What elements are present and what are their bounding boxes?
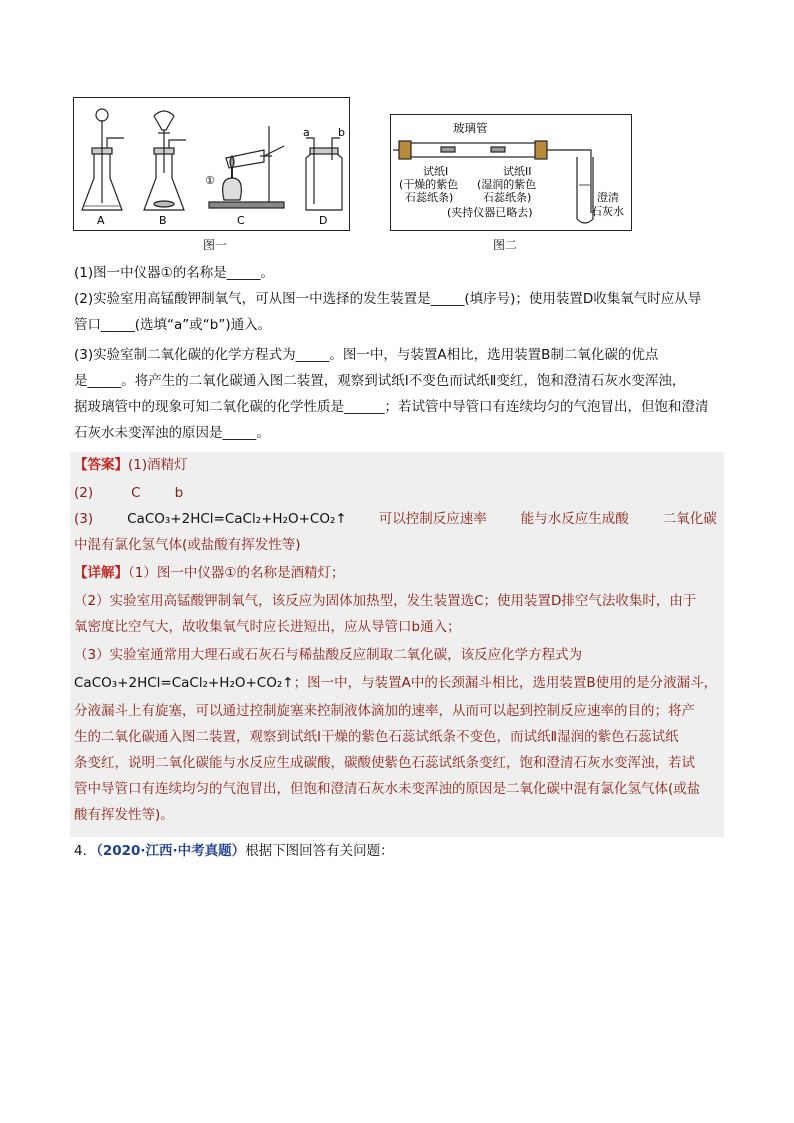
question-4-text: 根据下图回答有关问题： [245,843,394,859]
figure-2-apparatus [391,115,631,230]
tube-label: 玻璃管 [453,121,488,135]
answer-line-3 [74,506,717,532]
apparatus-a [82,109,124,210]
answer-line-1 [74,452,188,478]
question-3-line-3: 据玻璃管中的现象可知二氧化碳的化学性质是______；若试管中导管口有连续均匀的气泡冒出，但饱和澄清 [74,399,709,415]
paper-1-line-1: 试纸I [423,165,449,178]
pipe-b-label: b [338,126,345,139]
detail-1: （1）图一中仪器①的名称是酒精灯； [128,565,345,581]
apparatus-b [144,111,186,210]
pipe-a-label: a [303,126,310,139]
question-4-line [74,838,394,864]
limewater-line-1: 澄清 [597,191,619,204]
detail-3-line-6: 管中导管口有连续均匀的气泡冒出，但饱和澄清石灰水未变浑浊的原因是二氧化碳中混有氯化氢气体(或盐 [74,781,701,797]
detail-3-equation: CaCO₃+2HCl=CaCl₂+H₂O+CO₂↑ [74,675,294,691]
question-4-number: 4． [74,843,97,859]
question-2-line-2: 管口_____(选填“a”或“b”)通入。 [74,317,272,333]
paper-2-line-1: 试纸II [503,165,532,178]
apparatus-c [209,126,284,208]
figure-2-caption: 图二 [492,238,517,252]
answer-3-value-3: 能与水反应生成酸 [520,511,629,527]
paper-1-line-3: 石蕊纸条) [405,191,454,204]
detail-2-line-2: 氧密度比空气大，故收集氧气时应长进短出，应从导管口b通入； [74,619,461,635]
paper-2-line-2: (湿润的紫色 [477,178,537,191]
answer-2-value-1: C [131,485,141,501]
answer-2-value-2: b [174,485,184,501]
circle-1-label: ① [205,174,215,187]
detail-3-line-2 [74,670,717,696]
question-3-line-4: 石灰水未变浑浊的原因是_____。 [74,425,270,441]
answer-line-2 [74,480,183,506]
question-3-line-2: 是_____。将产生的二氧化碳通入图二装置，观察到试纸Ⅰ不变色而试纸Ⅱ变红，饱和澄清石灰水变浑浊， [74,373,686,389]
figure-2-note: (夹持仪器已略去) [447,206,533,219]
limewater-line-2: 石灰水 [591,205,624,218]
detail-3-line-3: 分液漏斗上有旋塞，可以通过控制旋塞来控制液体滴加的速率，从而可以起到控制反应速率的目的；将产 [74,703,695,719]
apparatus-d [306,138,342,210]
label-c: C [237,214,245,227]
detail-2-line-1: （2）实验室用高锰酸钾制氧气，该反应为固体加热型，发生装置选C；使用装置D排空气法收集时，由于 [74,593,697,609]
detail-3-line-5: 条变红，说明二氧化碳能与水反应生成碳酸，碳酸使紫色石蕊试纸条变红，饱和澄清石灰水变浑浊，若试 [74,755,695,771]
answer-3-equation: CaCO₃+2HCl=CaCl₂+H₂O+CO₂↑ [127,511,347,527]
answer-3-continuation: 中混有氯化氢气体(或盐酸有挥发性等) [74,537,301,553]
figure-1-caption: 图一 [202,238,227,252]
figure-1-frame [73,97,350,231]
answer-2-num: (2) [74,485,94,501]
paper-2-line-3: 石蕊纸条) [483,191,532,204]
detail-line-1 [74,560,344,586]
answer-tag: 【答案】 [74,457,128,473]
answer-1: (1)酒精灯 [128,457,188,473]
label-d: D [319,214,328,227]
label-a: A [97,214,105,227]
question-4-source: （2020·江西·中考真题） [96,843,246,859]
question-1: (1)图一中仪器①的名称是_____。 [74,265,274,281]
detail-3-line-1: （3）实验室通常用大理石或石灰石与稀盐酸反应制取二氧化碳，该反应化学方程式为 [74,647,583,663]
detail-3-line-4: 生的二氧化碳通入图二装置，观察到试纸Ⅰ干燥的紫色石蕊试纸条不变色，而试纸Ⅱ湿润的紫色石蕊试纸 [74,729,679,745]
figure-1-apparatus [74,98,349,230]
paper-1-line-2: (干燥的紫色 [399,178,459,191]
question-2-line-1: (2)实验室用高锰酸钾制氧气，可从图一中选择的发生装置是_____(填序号)；使用装置D收集氧气时应从导 [74,291,702,307]
detail-3-line-7: 酸有挥发性等)。 [74,807,174,823]
detail-tag: 【详解】 [74,565,128,581]
label-b: B [159,214,167,227]
answer-3-num: (3) [74,511,94,527]
question-3-line-1: (3)实验室制二氧化碳的化学方程式为_____。图一中，与装置A相比，选用装置B制二氧化碳的优点 [74,347,659,363]
answer-3-value-2: 可以控制反应速率 [378,511,487,527]
figure-2-frame [390,114,632,231]
answer-3-value-4: 二氧化碳 [662,511,717,527]
detail-3-line-2-text: ；图一中，与装置A中的长颈漏斗相比，选用装置B使用的是分液漏斗， [293,675,718,691]
